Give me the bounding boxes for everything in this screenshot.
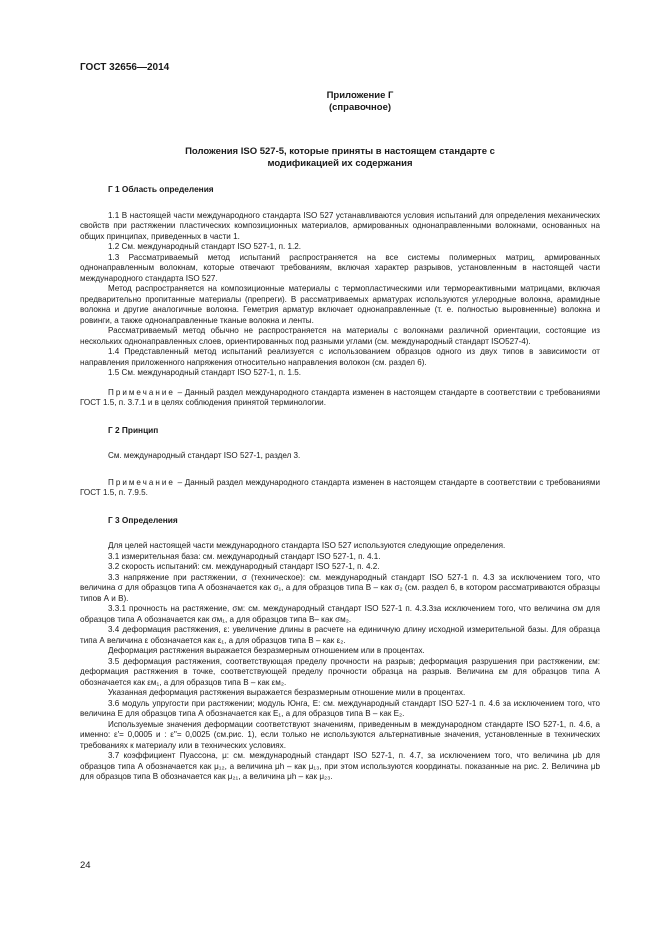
paragraph: Указанная деформация растяжения выражается безразмерным отношение мили в процентах. (108, 688, 466, 697)
paragraph: Деформация растяжения выражается безразмерным отношением или в процентах. (108, 646, 425, 655)
paragraph: 1.4 Представленный метод испытаний реализуется с использованием образцов одного из двух типов в зависимости от направления приложенного напряжения относительно направления волокон (см. раздел 6). (80, 347, 600, 367)
note-label: Примечание (108, 477, 175, 487)
paragraph: 3.6 модуль упругости при растяжении; модуль Юнга, E: см. международный стандарт ISO 527-1 п. 4.6 за исключением того, что величина E для образцов типа А обозначается как E₁, а для образцов типа В – как E₂. (80, 698, 600, 718)
paragraph: 1.5 См. международный стандарт ISO 527-1, п. 1.5. (108, 368, 302, 377)
document-title (110, 146, 570, 170)
document-body (80, 184, 600, 783)
paragraph: Для целей настоящей части международного стандарта ISO 527 используются следующие определения. (108, 541, 506, 550)
section-heading: Г 3 Определения (108, 514, 178, 525)
paragraph: Используемые значения деформации соответствуют значениям, приведенным в международном стандарте ISO 527-1, п. 4.6, а именно: ε'= 0,0005 и : ε''= 0,0025 (см.рис. 1), если только не используются альтернативные значения, установленные в технических требованиях к материалу или в технических условиях. (80, 719, 600, 750)
paragraph: 3.3.1 прочность на растяжение, σм: см. международный стандарт ISO 527-1 п. 4.3.3за исключением того, что величина σм для образцов типа А обозначается как σм₁, а для образцов типа В– как σм₂. (80, 604, 600, 624)
paragraph: 1.2 См. международный стандарт ISO 527-1, п. 1.2. (108, 242, 302, 251)
note-text: – Данный раздел международного стандарта изменен в настоящем стандарте в соответствии с требованиями ГОСТ 1.5, п. 3.7.1 и в целях соблюдения принятой терминологии. (80, 387, 600, 407)
paragraph: Рассматриваемый метод обычно не распространяется на материалы с волокнами различной ориентации, состоящие из нескольких однонаправленных слоев, ориентированных под разными углами (см. международный стандарт ISO527-4). (80, 326, 600, 346)
paragraph: См. международный стандарт ISO 527-1, раздел 3. (108, 451, 301, 460)
paragraph: 3.3 напряжение при растяжении, σ (техническое): см. международный стандарт ISO 527-1 п. 4.3 за исключением того, что величина σ для образцов типа А обозначается как σ₁, а для образцов типа В – как σ₂ (см. раздел 6, в котором рассматриваются образцы типов А и В). (80, 572, 600, 603)
appendix-title: Приложение Г (326, 90, 394, 101)
paragraph: 3.7 коэффициент Пуассона, μ: см. международный стандарт ISO 527-1, п. 4.7, за исключением того, что величина μb для образцов типа А обозначается как μ₁₂, а величина μh – как μ₁₃, при этом используются координаты. показанные на рис. 2. Величина μb для образцов типа В обозначается как μ₂₁, а величина μh – как μ₂₃. (80, 751, 600, 781)
note (80, 478, 600, 499)
paragraph: 3.2 скорость испытаний: см. международный стандарт ISO 527-1, п. 4.2. (108, 562, 380, 571)
note-label: Примечание (108, 387, 175, 397)
section-heading: Г 2 Принцип (108, 424, 159, 435)
paragraph: 3.4 деформация растяжения, ε: увеличение длины в расчете на единичную длину исходной измерительной базы. Для образца типа А величина ε обозначается как ε₁, а для образцов типа В – как ε₂. (80, 625, 600, 645)
paragraph: Метод распространяется на композиционные материалы с термопластическими или термореактивными матрицами, включая предварительно пропитанные материалы (препреги). В рассматриваемых арматурах используются углеродные волокна, арамидные волокна и другие аналогичные волокна. Геметрия арматур включает однонаправленные (т. е. полностью выровненные) волокна и ровинги, а также однонаправленные тканые волокна и ленты. (80, 284, 600, 325)
document-id: ГОСТ 32656—2014 (80, 62, 170, 73)
appendix-label (310, 90, 410, 114)
paragraph: 1.3 Рассматриваемый метод испытаний распространяется на все системы полимерных матриц, армированных однонаправленным волокнам, которые отвечают требованиям, включая характер разрывов, установленным в настоящей части международного стандарта ISO 527. (80, 252, 600, 283)
note (80, 388, 600, 409)
title-line-1: Положения ISO 527-5, которые приняты в настоящем стандарте с (185, 146, 495, 157)
paragraph: 3.5 деформация растяжения, соответствующая пределу прочности на разрыв; деформация разрушения при растяжении, εм: деформация растяжения в точке, соответствующей пределу прочности образца на разрыв. Величина εм для образцов типа А обозначается как εм₁, а для образцов типа В – как εм₂. (80, 656, 600, 687)
note-text: – Данный раздел международного стандарта изменен в настоящем стандарте в соответствии с требованиями ГОСТ 1.5, п. 7.9.5. (80, 477, 600, 497)
paragraph: 3.1 измерительная база: см. международный стандарт ISO 527-1, п. 4.1. (108, 551, 381, 561)
appendix-subtitle: (справочное) (328, 102, 392, 113)
paragraph: 1.1 В настоящей части международного стандарта ISO 527 устанавливаются условия испытаний для определения механических свойств при растяжении пластических композиционных материалов, армированных однонаправленными волокнами, основанных на общих принципах, приведенных в части 1. (80, 210, 600, 241)
title-line-2: модификацией их содержания (267, 158, 413, 169)
section-heading: Г 1 Область определения (108, 184, 214, 194)
page-number: 24 (80, 860, 91, 871)
